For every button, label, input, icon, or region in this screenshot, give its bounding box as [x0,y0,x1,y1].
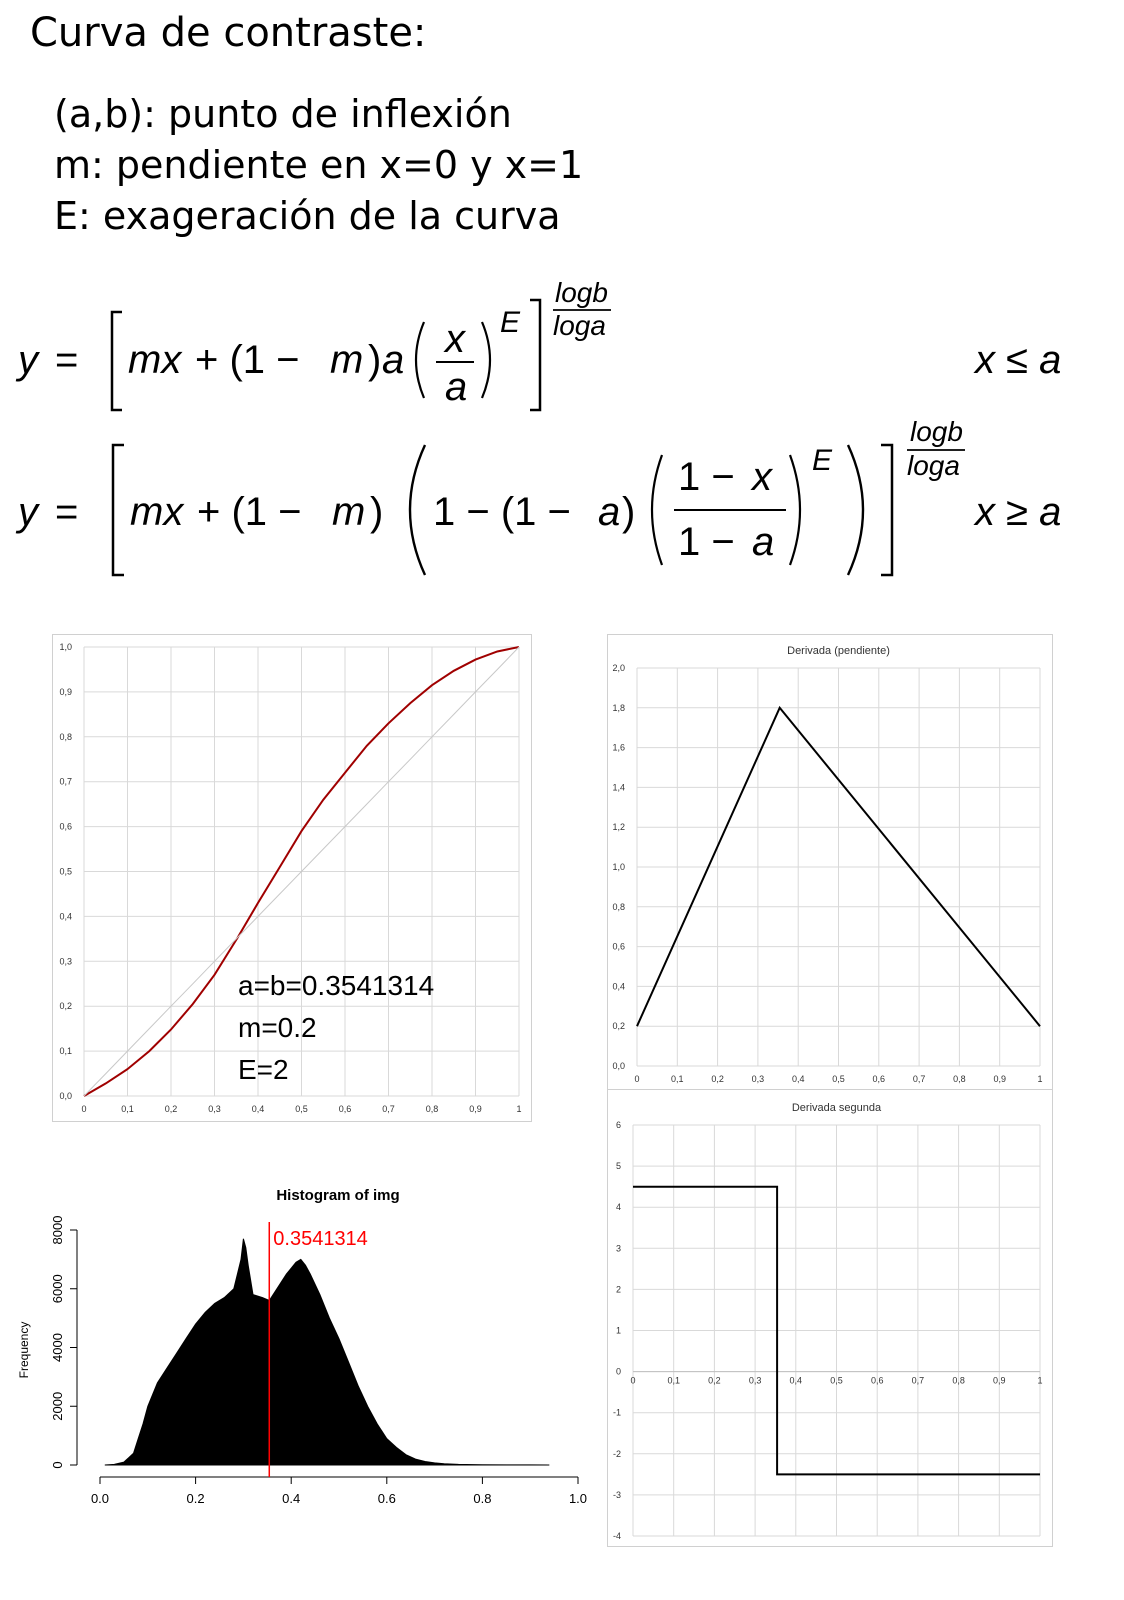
formula-part: a [598,490,621,534]
frac-num: x [752,455,772,499]
y-tick-label: 6 [615,1120,621,1130]
x-tick-label: 1 [1037,1074,1043,1084]
big-left-paren [410,445,425,575]
formula-1 [0,270,1124,420]
x-tick-label: 0.4 [282,1491,301,1506]
x-tick-label: 0.2 [186,1491,205,1506]
y-tick-label: 0,0 [59,1091,72,1101]
formula-part: ) [622,490,636,534]
x-tick-label: 0,9 [993,1074,1006,1084]
x-tick-label: 0,9 [469,1104,482,1114]
y-tick-label: 0,8 [612,901,625,912]
x-tick-label: 0 [634,1074,640,1084]
formula-2 [0,415,1124,585]
formula-part: ) [370,490,384,534]
y-tick-label: 0,4 [612,981,625,992]
x-tick-label: 0.8 [473,1491,492,1506]
y-tick-label: 0,4 [59,911,72,922]
y-tick-label: 0,2 [59,1001,72,1012]
x-tick-label: 0,6 [872,1074,886,1084]
x-tick-label: 0,7 [911,1375,925,1386]
derivative-chart [607,634,1053,1091]
x-tick-label: 0 [81,1104,87,1114]
frac-num: x [445,317,465,361]
param-exaggeration: E: exageración de la curva [54,194,561,238]
contrast-curve-chart [52,634,532,1122]
y-tick-label: 1,8 [612,702,625,713]
histogram-bars [105,1239,550,1465]
y-tick-label: 0 [50,1461,65,1469]
x-tick-label: 1.0 [568,1491,588,1506]
y-tick-label: -3 [612,1489,621,1500]
x-tick-label: 0,8 [953,1074,966,1084]
x-tick-label: 0,5 [832,1074,845,1084]
y-tick-label: 0,2 [612,1021,625,1032]
marker-label: 0.3541314 [273,1228,368,1250]
y-tick-label: 0 [615,1366,621,1377]
annotation: E=2 [238,1054,289,1085]
y-tick-label: -4 [612,1531,621,1541]
y-tick-label: 4 [615,1202,621,1213]
x-tick-label: 0,9 [993,1375,1006,1386]
right-paren [482,322,490,398]
frac-den: a [445,365,468,409]
y-tick-label: 0,6 [59,821,72,832]
y-tick-label: 0,8 [59,731,72,742]
x-tick-label: 0 [630,1375,636,1386]
x-tick-label: 1 [516,1104,522,1114]
exp-E: E [812,444,833,477]
x-tick-label: 0,7 [382,1104,395,1114]
y-tick-label: 6000 [50,1274,65,1304]
x-tick-label: 0,1 [121,1104,134,1114]
annotation: a=b=0.3541314 [238,970,435,1001]
exp-E: E [500,306,521,339]
y-axis-label: Frequency [17,1321,31,1379]
x-tick-label: 0.0 [90,1491,110,1506]
right-paren [790,455,800,565]
x-tick-label: 0,1 [671,1074,684,1084]
y-tick-label: 1 [615,1325,621,1336]
y-tick-label: -1 [612,1407,621,1418]
left-paren [652,455,662,565]
formula-eq: = [55,338,79,382]
exp-den: loga [907,450,960,481]
formula-part: mx [130,490,184,534]
param-inflection: (a,b): punto de inflexión [54,92,512,136]
y-tick-label: 3 [615,1243,621,1254]
y-tick-label: 1,6 [612,742,625,753]
y-tick-label: 2,0 [612,663,625,673]
x-tick-label: 0,2 [711,1074,724,1084]
x-tick-label: 0,4 [251,1104,265,1114]
formula-y: y [18,490,38,534]
formula-part: m [332,490,366,534]
x-tick-label: 0,1 [667,1375,680,1386]
x-tick-label: 0,7 [912,1074,926,1084]
formula-part: + (1 − [195,338,300,382]
exp-den: loga [553,310,606,341]
x-tick-label: 1 [1037,1375,1043,1386]
formula-part: ) [368,338,382,382]
y-tick-label: 2000 [50,1391,65,1421]
x-tick-label: 0,4 [791,1074,805,1084]
formula-part: a [382,338,405,382]
x-tick-label: 0.6 [377,1491,396,1506]
left-paren [416,322,424,398]
right-bracket [530,300,540,410]
cond-2: x ≥ a [975,490,1062,534]
y-tick-label: 4000 [50,1333,65,1362]
annotation: m=0.2 [238,1012,317,1043]
frac-num: 1 − [678,455,735,499]
x-tick-label: 0,2 [708,1375,721,1386]
left-bracket [113,445,124,575]
x-tick-label: 0,8 [425,1104,439,1114]
formula-part: mx [128,338,182,382]
big-right-paren [848,445,863,575]
formula-y: y [18,338,38,382]
x-tick-label: 0,3 [208,1104,221,1114]
exp-num: logb [910,416,963,447]
x-tick-label: 0,2 [164,1104,178,1114]
y-tick-label: 1,0 [59,642,72,652]
y-tick-label: 0,3 [59,956,72,967]
x-tick-label: 0,8 [952,1375,965,1386]
histogram-chart [0,1170,600,1590]
cond-1: x ≤ a [975,338,1062,382]
chart-title: Derivada segunda [791,1102,882,1114]
y-tick-label: 0,5 [59,866,72,877]
chart-title: Derivada (pendiente) [787,645,890,657]
y-tick-label: 5 [615,1161,621,1172]
x-tick-label: 0,6 [870,1375,884,1386]
x-tick-label: 0,3 [748,1375,762,1386]
formula-part: 1 − (1 − [433,490,571,534]
formula-eq: = [55,490,79,534]
y-tick-label: 2 [615,1284,621,1295]
left-bracket [112,312,122,410]
x-tick-label: 0,5 [295,1104,308,1114]
y-tick-label: 0,7 [59,776,72,787]
y-tick-label: 1,2 [612,822,625,833]
y-tick-label: 0,6 [612,941,625,952]
y-tick-label: -2 [612,1448,621,1459]
y-tick-label: 1,0 [612,862,625,872]
formula-part: + (1 − [197,490,302,534]
right-bracket [881,445,892,575]
x-tick-label: 0,5 [830,1375,843,1386]
frac-den: a [752,520,775,564]
x-tick-label: 0,4 [789,1375,803,1386]
formula-part: m [330,338,364,382]
second-derivative-chart [607,1089,1053,1547]
y-tick-label: 0,0 [612,1061,625,1071]
param-slope: m: pendiente en x=0 y x=1 [54,143,584,187]
y-tick-label: 0,1 [59,1046,72,1057]
y-tick-label: 1,4 [612,782,625,793]
x-tick-label: 0,6 [338,1104,352,1114]
x-tick-label: 0,3 [751,1074,765,1084]
chart-title: Histogram of img [276,1187,400,1204]
y-tick-label: 8000 [50,1215,65,1245]
y-tick-label: 0,9 [59,686,72,697]
frac-den: 1 − [678,520,735,564]
exp-num: logb [555,277,608,308]
page-heading: Curva de contraste: [30,10,427,56]
